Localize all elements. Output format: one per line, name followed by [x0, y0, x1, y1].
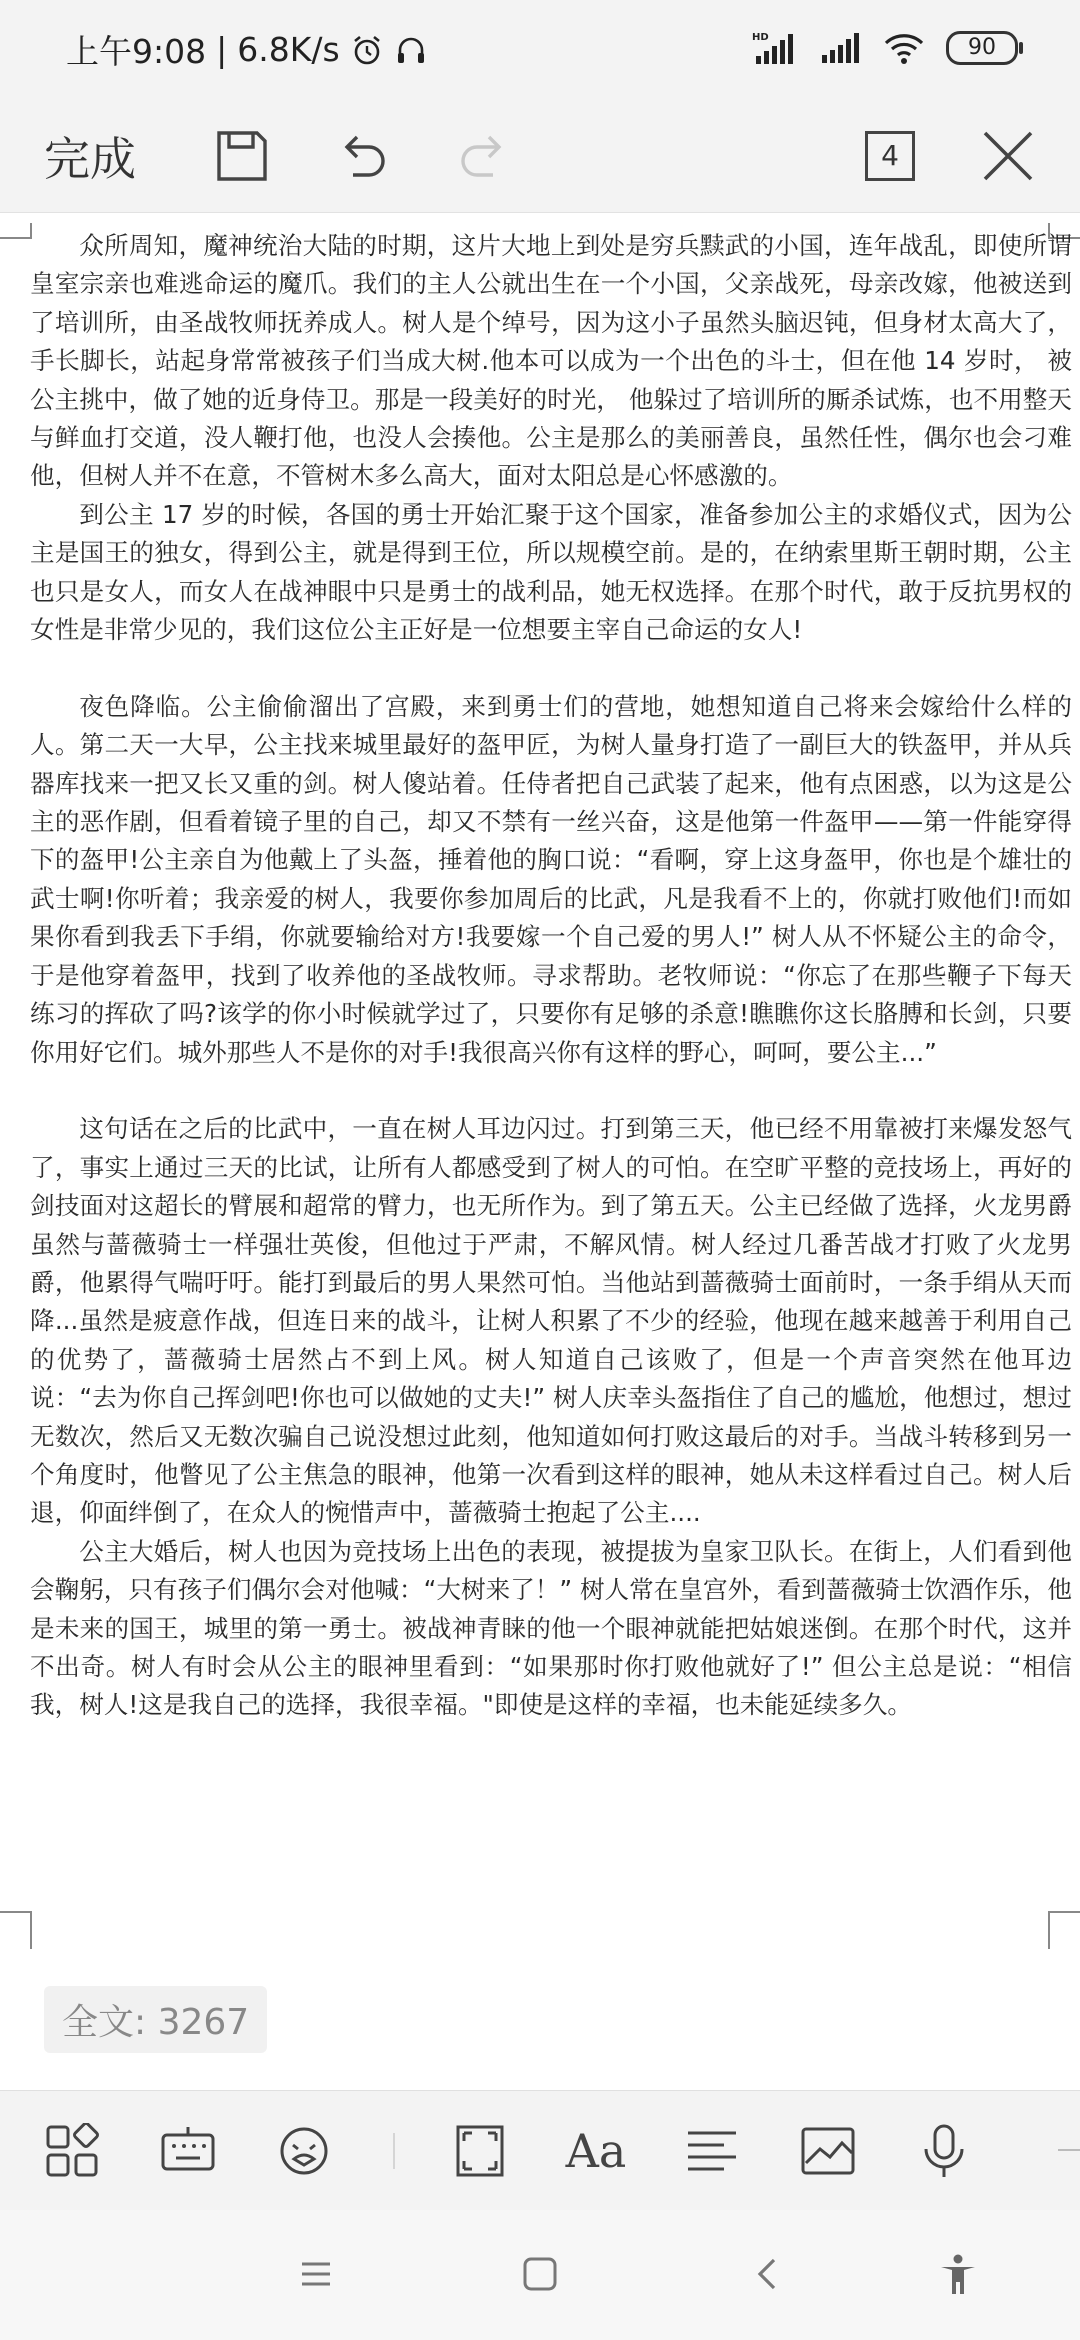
- paragraph-1: 众所周知，魔神统治大陆的时期，这片大地上到处是穷兵黩武的小国，连年战乱，即使所谓皇室宗亲也难逃命运的魔爪。我们的主人公就出生在一个小国，父亲战死，母亲改嫁，他被送到了培训所，由圣战牧师抚养成人。树人是个绰号，因为这小子虽然头脑迟钝，但身材太高大了，手长脚长，站起身常常被孩子们当成大树.他本可以成为一个出色的斗士，但在他 14 岁时， 被公主挑中，做了她的近身侍卫。那是一段美好的时光， 他躲过了培训所的厮杀试炼，也不用整天与鲜血打交道，没人鞭打他，也没人会揍他。公主是那么的美丽善良，虽然任性，偶尔也会刁难他，但树人并不在意，不管树木多么高大，面对太阳总是心怀感激的。: [30, 231, 1072, 491]
- tools-separator: [393, 2133, 395, 2169]
- page-corner-bottom-right: [1048, 1911, 1080, 1949]
- image-button[interactable]: [796, 2119, 860, 2183]
- mic-button[interactable]: [912, 2119, 976, 2183]
- emoji-icon: [276, 2123, 332, 2179]
- editor-toolbar: [0, 100, 1080, 213]
- document-page[interactable]: [0, 213, 1080, 2093]
- blank-line: [30, 1072, 1072, 1110]
- font-icon: Aa: [565, 2124, 627, 2178]
- back-button[interactable]: [740, 2246, 796, 2302]
- status-right: [752, 30, 1018, 66]
- image-icon: [800, 2123, 856, 2179]
- battery-icon: 90: [946, 31, 1018, 65]
- pages-button[interactable]: [858, 100, 922, 212]
- save-button[interactable]: [210, 100, 274, 212]
- network-speed: 6.8K/s: [237, 30, 340, 69]
- paragraph-3: 夜色降临。公主偷偷溜出了宫殿，来到勇士们的营地，她想知道自己将来会嫁给什么样的人。第二天一大早，公主找来城里最好的盔甲匠，为树人量身打造了一副巨大的铁盔甲，并从兵器库找来一把又长又重的剑。树人傻站着。任侍者把自己武装了起来，他有点困惑，以为这是公主的恶作剧，但看着镜子里的自己，却又不禁有一丝兴奋，这是他第一件盔甲——第一件能穿得下的盔甲!公主亲自为他戴上了头盔，捶着他的胸口说：“看啊，穿上这身盔甲，你也是个雄壮的武士啊!你听着；我亲爱的树人，我要你参加周后的比武，凡是我看不上的，你就打败他们!而如果你看到我丢下手绢，你就要输给对方!我要嫁一个自己爱的男人!” 树人从不怀疑公主的命令，于是他穿着盔甲，找到了收养他的圣战牧师。寻求帮助。老牧师说：“你忘了在那些鞭子下每天练习的挥砍了吗?该学的你小时候就学过了，只要你有足够的杀意!瞧瞧你这长胳膊和长剑，只要你用好它们。城外那些人不是你的对手!我很高兴你有这样的野心，呵呵，要公主...”: [30, 691, 1072, 1067]
- word-count-badge: 全文: 3267: [44, 1986, 267, 2053]
- page-corner-top-left: [0, 223, 32, 239]
- emoji-button[interactable]: [272, 2119, 336, 2183]
- menu-button[interactable]: [288, 2246, 344, 2302]
- svg-text:HD: HD: [752, 32, 769, 43]
- fullscreen-icon: [452, 2123, 508, 2179]
- status-divider: |: [216, 30, 228, 69]
- status-left: [66, 26, 428, 73]
- redo-button[interactable]: [452, 100, 516, 212]
- paragraph-4: 这句话在之后的比武中，一直在树人耳边闪过。打到第三天，他已经不用靠被打来爆发怒气了，事实上通过三天的比试，让所有人都感受到了树人的可怕。在空旷平整的竞技场上，再好的剑技面对这超长的臂展和超常的臂力，也无所作为。到了第五天。公主已经做了选择，火龙男爵虽然与蔷薇骑士一样强壮英俊，但他过于严肃，不解风情。树人经过几番苦战才打败了火龙男爵，他累得气喘吁吁。能打到最后的男人果然可怕。当他站到蔷薇骑士面前时，一条手绢从天而降...虽然是疲意作战，但连日来的战斗，让树人积累了不少的经验，他现在越来越善于利用自己的优势了，蔷薇骑士居然占不到上风。树人知道自己该败了，但是一个声音突然在他耳边说：“去为你自己挥剑吧!你也可以做她的丈夫!” 树人庆幸头盔指住了自己的尴尬，他想过，想过无数次，然后又无数次骗自己说没想过此刻，他知道如何打败这最后的对手。当战斗转移到另一个角度时，他瞥见了公主焦急的眼神，他第一次看到这样的眼神，她从未这样看过自己。树人后退，仰面绊倒了，在众人的惋惜声中，蔷薇骑士抱起了公主....: [30, 1114, 1072, 1528]
- system-nav-bar: [0, 2210, 1080, 2340]
- home-icon: [520, 2254, 560, 2294]
- document-body[interactable]: [30, 227, 1072, 1725]
- done-button[interactable]: 完成: [44, 132, 136, 186]
- keyboard-icon: [160, 2123, 216, 2179]
- signal-icon: [820, 31, 862, 65]
- home-button[interactable]: [512, 2246, 568, 2302]
- font-button[interactable]: [564, 2119, 628, 2183]
- status-bar: [0, 0, 1080, 100]
- undo-icon: [335, 129, 389, 183]
- layout-button[interactable]: [40, 2119, 104, 2183]
- accessibility-button[interactable]: [930, 2246, 986, 2302]
- close-button[interactable]: [976, 100, 1040, 212]
- signal-hd-icon: [752, 30, 798, 66]
- layout-icon: [44, 2123, 100, 2179]
- back-icon: [748, 2254, 788, 2294]
- clock: 上午9:08: [66, 32, 207, 71]
- keyboard-button[interactable]: [156, 2119, 220, 2183]
- fullscreen-button[interactable]: [448, 2119, 512, 2183]
- headset-icon: [394, 33, 428, 67]
- align-button[interactable]: [680, 2119, 744, 2183]
- undo-button[interactable]: [330, 100, 394, 212]
- align-icon: [684, 2123, 740, 2179]
- paragraph-5: 公主大婚后，树人也因为竞技场上出色的表现，被提拔为皇家卫队长。在街上，人们看到他会鞠躬，只有孩子们偶尔会对他喊：“大树来了！” 树人常在皇宫外，看到蔷薇骑士饮酒作乐，他是未来的国王，城里的第一勇士。被战神青睐的他一个眼神就能把姑娘迷倒。在那个时代，这并不出奇。树人有时会从公主的眼神里看到：“如果那时你打败他就好了!” 但公主总是说：“相信我，树人!这是我自己的选择，我很幸福。"即使是这样的幸福，也未能延续多久。: [30, 1536, 1072, 1720]
- wifi-icon: [884, 31, 924, 65]
- page-corner-bottom-left: [0, 1911, 32, 1949]
- redo-icon: [457, 129, 511, 183]
- close-icon: [981, 129, 1035, 183]
- save-icon: [215, 129, 269, 183]
- blank-line: [30, 649, 1072, 687]
- alarm-icon: [350, 33, 384, 67]
- paragraph-2: 到公主 17 岁的时候，各国的勇士开始汇聚于这个国家，准备参加公主的求婚仪式，因为公主是国王的独女，得到公主，就是得到王位，所以规模空前。是的，在纳索里斯王朝时期，公主也只是女人，而女人在战神眼中只是勇士的战利品，她无权选择。在那个时代，敢于反抗男权的女性是非常少见的，我们这位公主正好是一位想要主宰自己命运的女人!: [30, 499, 1072, 645]
- bottom-tools: [0, 2090, 1080, 2211]
- mic-icon: [916, 2123, 972, 2179]
- accessibility-icon: [936, 2252, 980, 2296]
- menu-icon: [296, 2254, 336, 2294]
- tools-more-indicator: [1058, 2149, 1080, 2151]
- pages-icon: 4: [865, 131, 915, 181]
